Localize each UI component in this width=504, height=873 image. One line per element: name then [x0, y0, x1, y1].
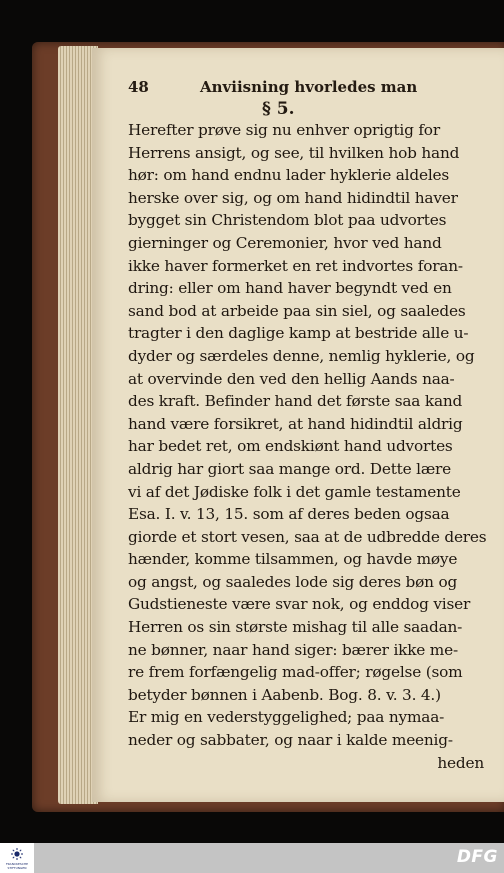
text-line: hør: om hand endnu lader hyklerie aldeles — [128, 166, 450, 185]
text-line: Gudstieneste være svar nok, og enddog viser — [128, 595, 471, 614]
text-line: vi af det Jødiske folk i det gamle testamente — [128, 482, 461, 501]
institution-logo[interactable] — [0, 843, 34, 873]
text-line: hænder, komme tilsammen, og havde møye — [128, 550, 458, 569]
text-line: ikke haver formerket en ret indvortes foran- — [128, 256, 463, 275]
viewer-footer-bar — [0, 843, 504, 873]
text-line: og angst, og saaledes lode sig deres bøn og — [128, 572, 458, 591]
catchword: heden — [437, 753, 484, 772]
text-line: bygget sin Christendom blot paa udvortes — [128, 211, 447, 230]
text-line: herske over sig, og om hand hidindtil haver — [128, 188, 458, 207]
text-line: at overvinde den ved den hellig Aands naa- — [128, 369, 455, 388]
text-line: dring: eller om hand haver begyndt ved en — [128, 279, 452, 298]
running-head-title: Anviisning hvorledes man — [200, 78, 418, 96]
section-heading: § 5. — [262, 99, 295, 119]
text-line: Esa. I. v. 13, 15. som af deres beden ogsaa — [128, 505, 450, 524]
text-line: Herefter prøve sig nu enhver oprigtig for — [128, 121, 440, 139]
text-line: des kraft. Befinder hand det første saa kand — [128, 392, 463, 411]
text-line: har bedet ret, om endskiønt hand udvortes — [128, 437, 453, 456]
running-header — [128, 78, 500, 98]
logo-text: FRANCKESCHE STIFTUNGEN — [5, 862, 29, 870]
dfg-logo: DFG — [456, 847, 498, 867]
text-line: gierninger og Ceremonier, hvor ved hand — [128, 233, 442, 252]
text-line: neder og sabbater, og naar i kalde meenig- — [128, 731, 453, 750]
text-line: sand bod at arbeide paa sin siel, og saaledes — [128, 301, 466, 320]
body-text — [128, 119, 487, 774]
text-line: Herren os sin største mishag til alle saadan- — [128, 618, 463, 637]
text-line: Er mig en vederstyggelighed; paa nymaa- — [128, 708, 445, 727]
text-line: ne bønner, naar hand siger: bærer ikke me- — [128, 640, 458, 659]
text-line: Herrens ansigt, og see, til hvilken hob hand — [128, 143, 460, 162]
text-line: hand være forsikret, at hand hidindtil aldrig — [128, 414, 463, 433]
text-line: giorde et stort vesen, saa at de udbredde deres — [128, 527, 487, 546]
text-line: re frem forfængelig mad-offer; røgelse (som — [128, 663, 463, 682]
page-number: 48 — [128, 78, 149, 96]
text-line: betyder bønnen i Aabenb. Bog. 8. v. 3. 4.) — [128, 685, 441, 704]
text-line: aldrig har giort saa mange ord. Dette lære — [128, 459, 451, 478]
text-line: tragter i den daglige kamp at bestride alle u- — [128, 324, 469, 343]
text-line: dyder og særdeles denne, nemlig hyklerie, og — [128, 346, 475, 365]
sun-emblem-icon — [11, 848, 23, 860]
